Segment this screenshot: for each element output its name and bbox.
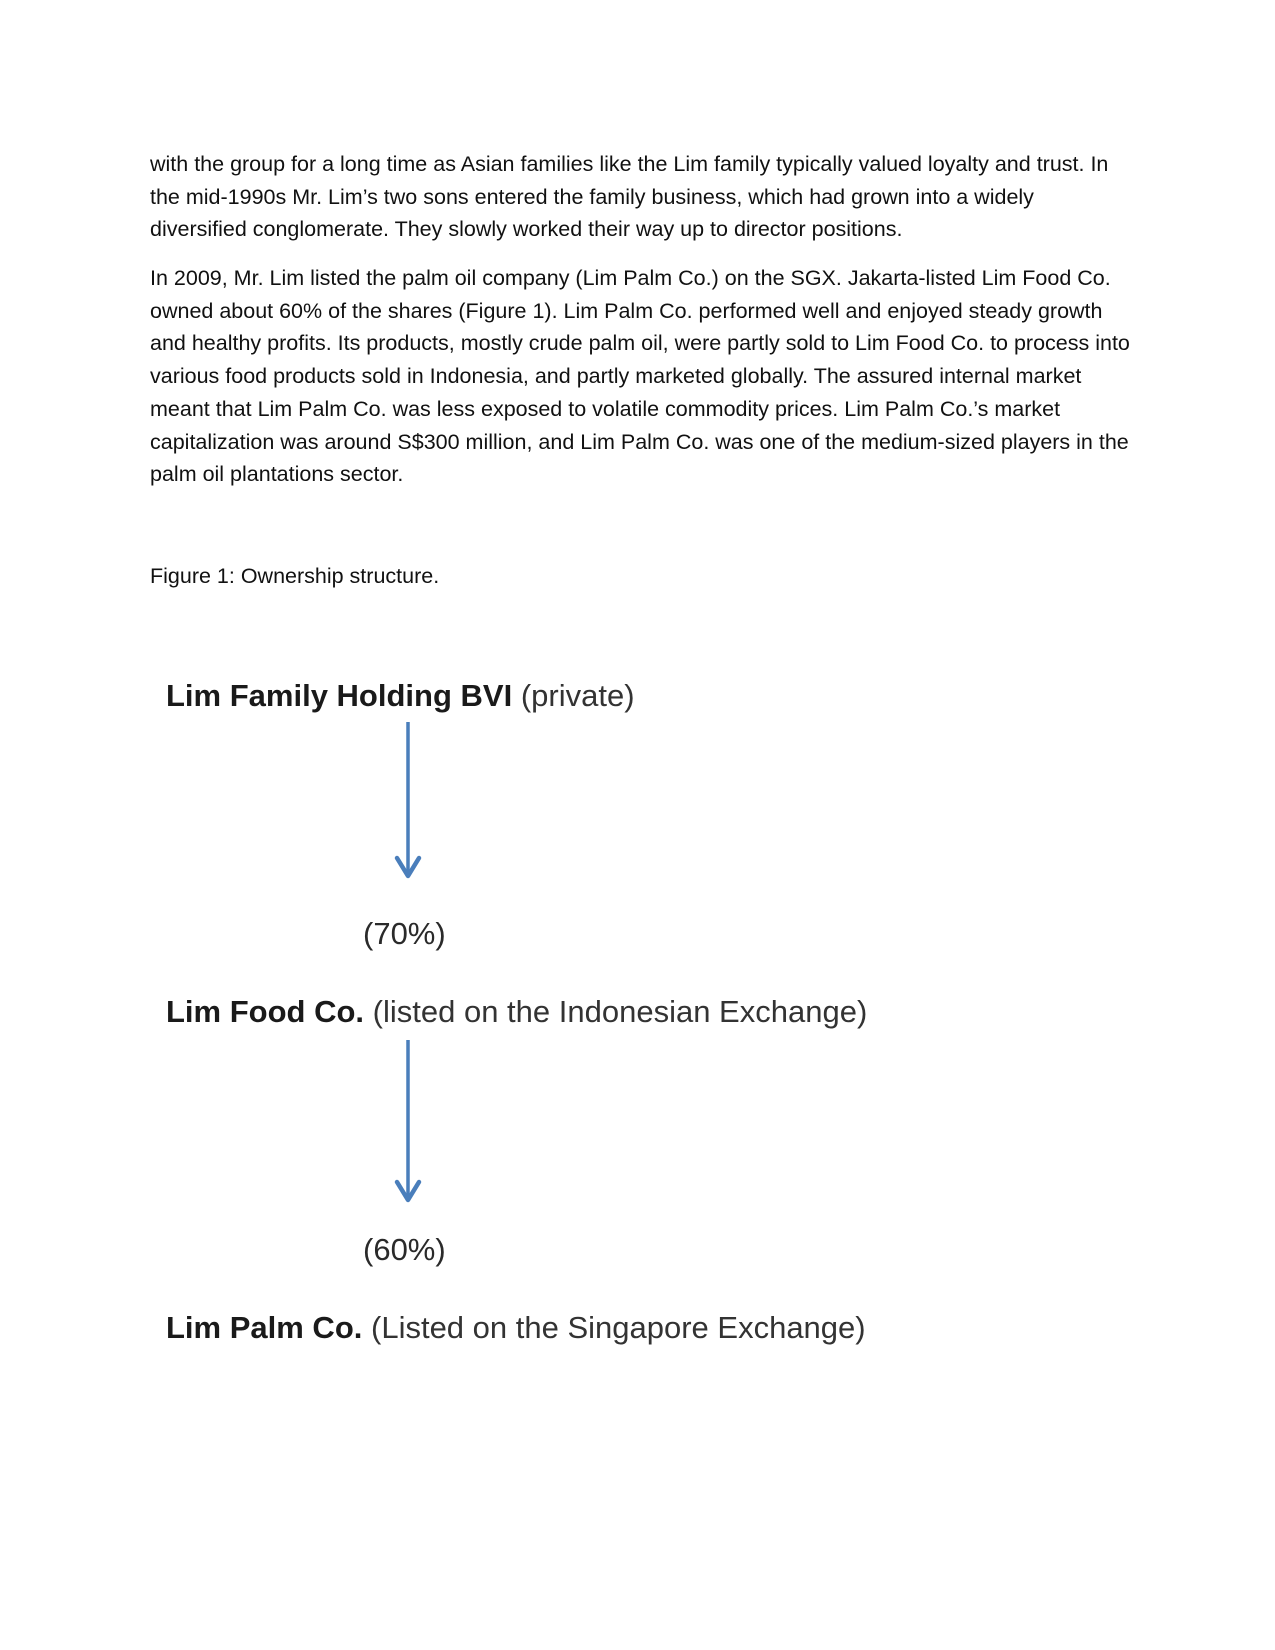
ownership-percentage-70: (70%) xyxy=(363,916,446,951)
node-description: (private) xyxy=(520,678,635,713)
node-lim-palm-co xyxy=(166,1308,866,1348)
paragraph-2: In 2009, Mr. Lim listed the palm oil company (Lim Palm Co.) on the SGX. Jakarta-listed Lim Food Co. owned about 60% of the shares (Figure 1). Lim Palm Co. performed well and enjoyed steady growth and healthy profits. Its products, mostly crude palm oil, were partly sold to Lim Food Co. to process into various food products sold in Indonesia, and partly marketed globally. The assured internal market meant that Lim Palm Co. was less exposed to volatile commodity prices. Lim Palm Co.’s market capitalization was around S$300 million, and Lim Palm Co. was one of the medium-sized players in the palm oil plantations sector. xyxy=(150,266,1130,487)
node-lim-family-holding xyxy=(166,676,635,716)
paragraph-1: with the group for a long time as Asian families like the Lim family typically valued loyalty and trust. In the mid-1990s Mr. Lim’s two sons entered the family business, which had grown into a widely diversified conglomerate. They slowly worked their way up to director positions. xyxy=(150,152,1109,242)
node-name: Lim Family Holding BVI xyxy=(166,678,513,713)
node-name: Lim Palm Co. xyxy=(166,1310,363,1345)
down-arrow-icon xyxy=(393,1040,423,1206)
node-description: (listed on the Indonesian Exchange) xyxy=(372,994,868,1029)
down-arrow-icon xyxy=(393,722,423,882)
ownership-percentage-60: (60%) xyxy=(363,1232,446,1267)
node-lim-food-co xyxy=(166,992,867,1032)
node-description: (Listed on the Singapore Exchange) xyxy=(371,1310,866,1345)
figure-caption: Figure 1: Ownership structure. xyxy=(150,564,440,588)
node-name: Lim Food Co. xyxy=(166,994,365,1029)
